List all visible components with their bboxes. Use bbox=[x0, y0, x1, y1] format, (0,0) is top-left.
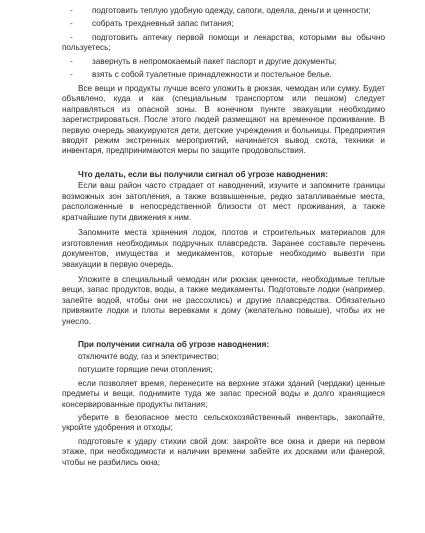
section-heading: При получении сигнала об угрозе наводнения: bbox=[78, 340, 270, 350]
paragraph: уберите в безопасное место сельскохозяйственный инвентарь, закопайте, укройте удобрения и отходы; bbox=[62, 412, 385, 433]
paragraph: потушите горящие печи отопления; bbox=[78, 365, 213, 375]
section-heading: Что делать, если вы получили сигнал об угрозе наводнения: bbox=[78, 169, 328, 179]
list-item: - взять с собой туалетные принадлежности и постельное белье. bbox=[70, 70, 332, 80]
paragraph: Запомните места хранения лодок, плотов и строительных материалов для изготовления необходимых подручных плавсредств. Заранее составьте перечень документов, имущества и медикаментов, которые необходимо вывезти при эвакуации в первую очередь. bbox=[62, 228, 385, 269]
paragraph: Все вещи и продукты лучше всего уложить в рюкзак, чемодан или сумку. Будет объявлено, куда и как (специальным транспортом или пешком) следует направляться из опасной зоны. В конечном пункте эвакуации необходимо зарегистрироваться. После этого людей размещают на временное проживание. В первую очередь эвакуируются дети, детские учреждения и больницы. Предприятия вводят режим экстренных мероприятий, начинается вывод скота, техники и инвентаря, предпринимаются меры по защите продовольствия. bbox=[62, 83, 385, 156]
paragraph: Если ваш район часто страдает от наводнений, изучите и запомните границы возможных зон затопления, а также возвышенные, редко затапливаемые места, расположенные в непосредственной близости от мест проживания, а также кратчайшие пути движения к ним. bbox=[62, 181, 385, 222]
paragraph: подготовьте к удару стихии свой дом: закройте все окна и двери на первом этаже, при необходимости и наличии времени забейте их досками или фанерой, чтобы не разбились окна; bbox=[62, 436, 385, 467]
paragraph: Уложите в специальный чемодан или рюкзак ценности, необходимые теплые вещи, запас продуктов, воды, а также медикаменты. Подготовьте лодки (например, залейте водой, чтобы они не рассохлись) и другие плавсредства. Обязательно привяжите лодки и плоты веревками к дому (желательно повыше), чтобы их не унесло. bbox=[62, 274, 385, 326]
paragraph: если позволяет время, перенесите на верхние этажи зданий (чердаки) ценные предметы и вещи, поднимите туда же запас пресной воды и долго хранящиеся консервированные продукты питания; bbox=[62, 378, 385, 409]
list-item: - подготовить теплую удобную одежду, сапоги, одеяла, деньги и ценности; bbox=[70, 6, 371, 15]
list-item: - собрать трехдневный запас питания; bbox=[70, 19, 234, 29]
list-item: - завернуть в непромокаемый пакет паспорт и другие документы; bbox=[70, 56, 337, 66]
paragraph: отключите воду, газ и электричество; bbox=[78, 351, 219, 361]
list-item: - подготовить аптечку первой помощи и лекарства, которыми вы обычно пользуетесь; bbox=[62, 32, 385, 53]
